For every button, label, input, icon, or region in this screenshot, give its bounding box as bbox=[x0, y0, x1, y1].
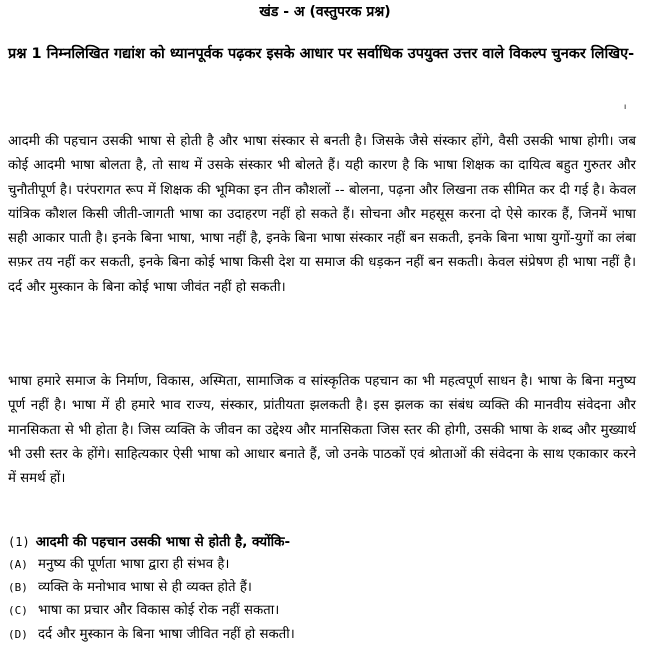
option-d[interactable] bbox=[8, 623, 636, 646]
stray-mark: ı bbox=[624, 102, 627, 111]
option-b[interactable] bbox=[8, 576, 636, 599]
option-label: (D) bbox=[8, 627, 28, 641]
sub-question-number: (1) bbox=[8, 535, 30, 549]
passage-paragraph-1: आदमी की पहचान उसकी भाषा से होती है और भाषा संस्कार से बनती है। जिसके जैसे संस्कार होंगे, वैसी उसकी भाषा होगी। जब कोई आदमी भाषा बोलता है, तो साथ में उसके संस्कार भी बोलते हैं। यही कारण है कि भाषा शिक्षक का दायित्व बहुत गुरुतर और चुनौतीपूर्ण है। परंपरागत रूप में शिक्षक की भूमिका इन तीन कौशलों -- बोलना, पढ़ना और लिखना तक सीमित कर दी गई है। केवल यांत्रिक कौशल किसी जीती-जागती भाषा का उदाहरण नहीं हो सकते हैं। सोचना और महसूस करना दो ऐसे कारक हैं, जिनमें भाषा सही आकार पाती है। इनके बिना भाषा, भाषा नहीं है, इनके बिना भाषा संस्कार नहीं बन सकती, इनके बिना भाषा युगों-युगों का लंबा सफ़र तय नहीं कर सकती, इनके बिना कोई भाषा किसी देश या समाज की धड़कन नहीं बन सकती। केवल संप्रेषण ही भाषा नहीं है। दर्द और मुस्कान के बिना कोई भाषा जीवंत नहीं हो सकती। bbox=[8, 134, 636, 295]
option-text: मनुष्य की पूर्णता भाषा द्वारा ही संभव है। bbox=[38, 557, 230, 572]
sub-question-1 bbox=[8, 531, 636, 553]
section-title: खंड - अ (वस्तुपरक प्रश्न) bbox=[259, 4, 391, 20]
options-list bbox=[8, 553, 636, 646]
question-instruction: प्रश्न 1 निम्नलिखित गद्यांश को ध्यानपूर्वक पढ़कर इसके आधार पर सर्वाधिक उपयुक्त उत्तर वाले विकल्प चुनकर लिखिए- bbox=[8, 46, 635, 62]
passage-paragraph-2: भाषा हमारे समाज के निर्माण, विकास, अस्मिता, सामाजिक व सांस्कृतिक पहचान का भी महत्वपूर्ण साधन है। भाषा के बिना मनुष्य पूर्ण नहीं है। भाषा में ही हमारे भाव राज्य, संस्कार, प्रांतीयता झलकती है। इस झलक का संबंध व्यक्ति की मानवीय संवेदना और मानसिकता से भी होता है। जिस व्यक्ति के जीवन का उद्देश्य और मानसिकता जिस स्तर की होगी, उसकी भाषा के शब्द और मुख्यार्थ भी उसी स्तर के होंगे। साहित्यकार ऐसी भाषा को आधार बनाते हैं, जो उनके पाठकों एवं श्रोताओं की संवेदना के साथ एकाकार करने में समर्थ हों। bbox=[8, 374, 636, 487]
option-text: भाषा का प्रचार और विकास कोई रोक नहीं सकता। bbox=[38, 603, 280, 619]
option-text: दर्द और मुस्कान के बिना भाषा जीवित नहीं हो सकती। bbox=[38, 626, 295, 642]
sub-question-text: आदमी की पहचान उसकी भाषा से होती है, क्योंकि- bbox=[35, 534, 291, 550]
option-c[interactable] bbox=[8, 599, 636, 622]
option-label: (C) bbox=[8, 604, 28, 618]
option-a[interactable] bbox=[8, 553, 636, 576]
option-label: (B) bbox=[8, 581, 28, 595]
option-label: (A) bbox=[8, 558, 28, 571]
option-text: व्यक्ति के मनोभाव भाषा से ही व्यक्त होते हैं। bbox=[38, 580, 252, 596]
